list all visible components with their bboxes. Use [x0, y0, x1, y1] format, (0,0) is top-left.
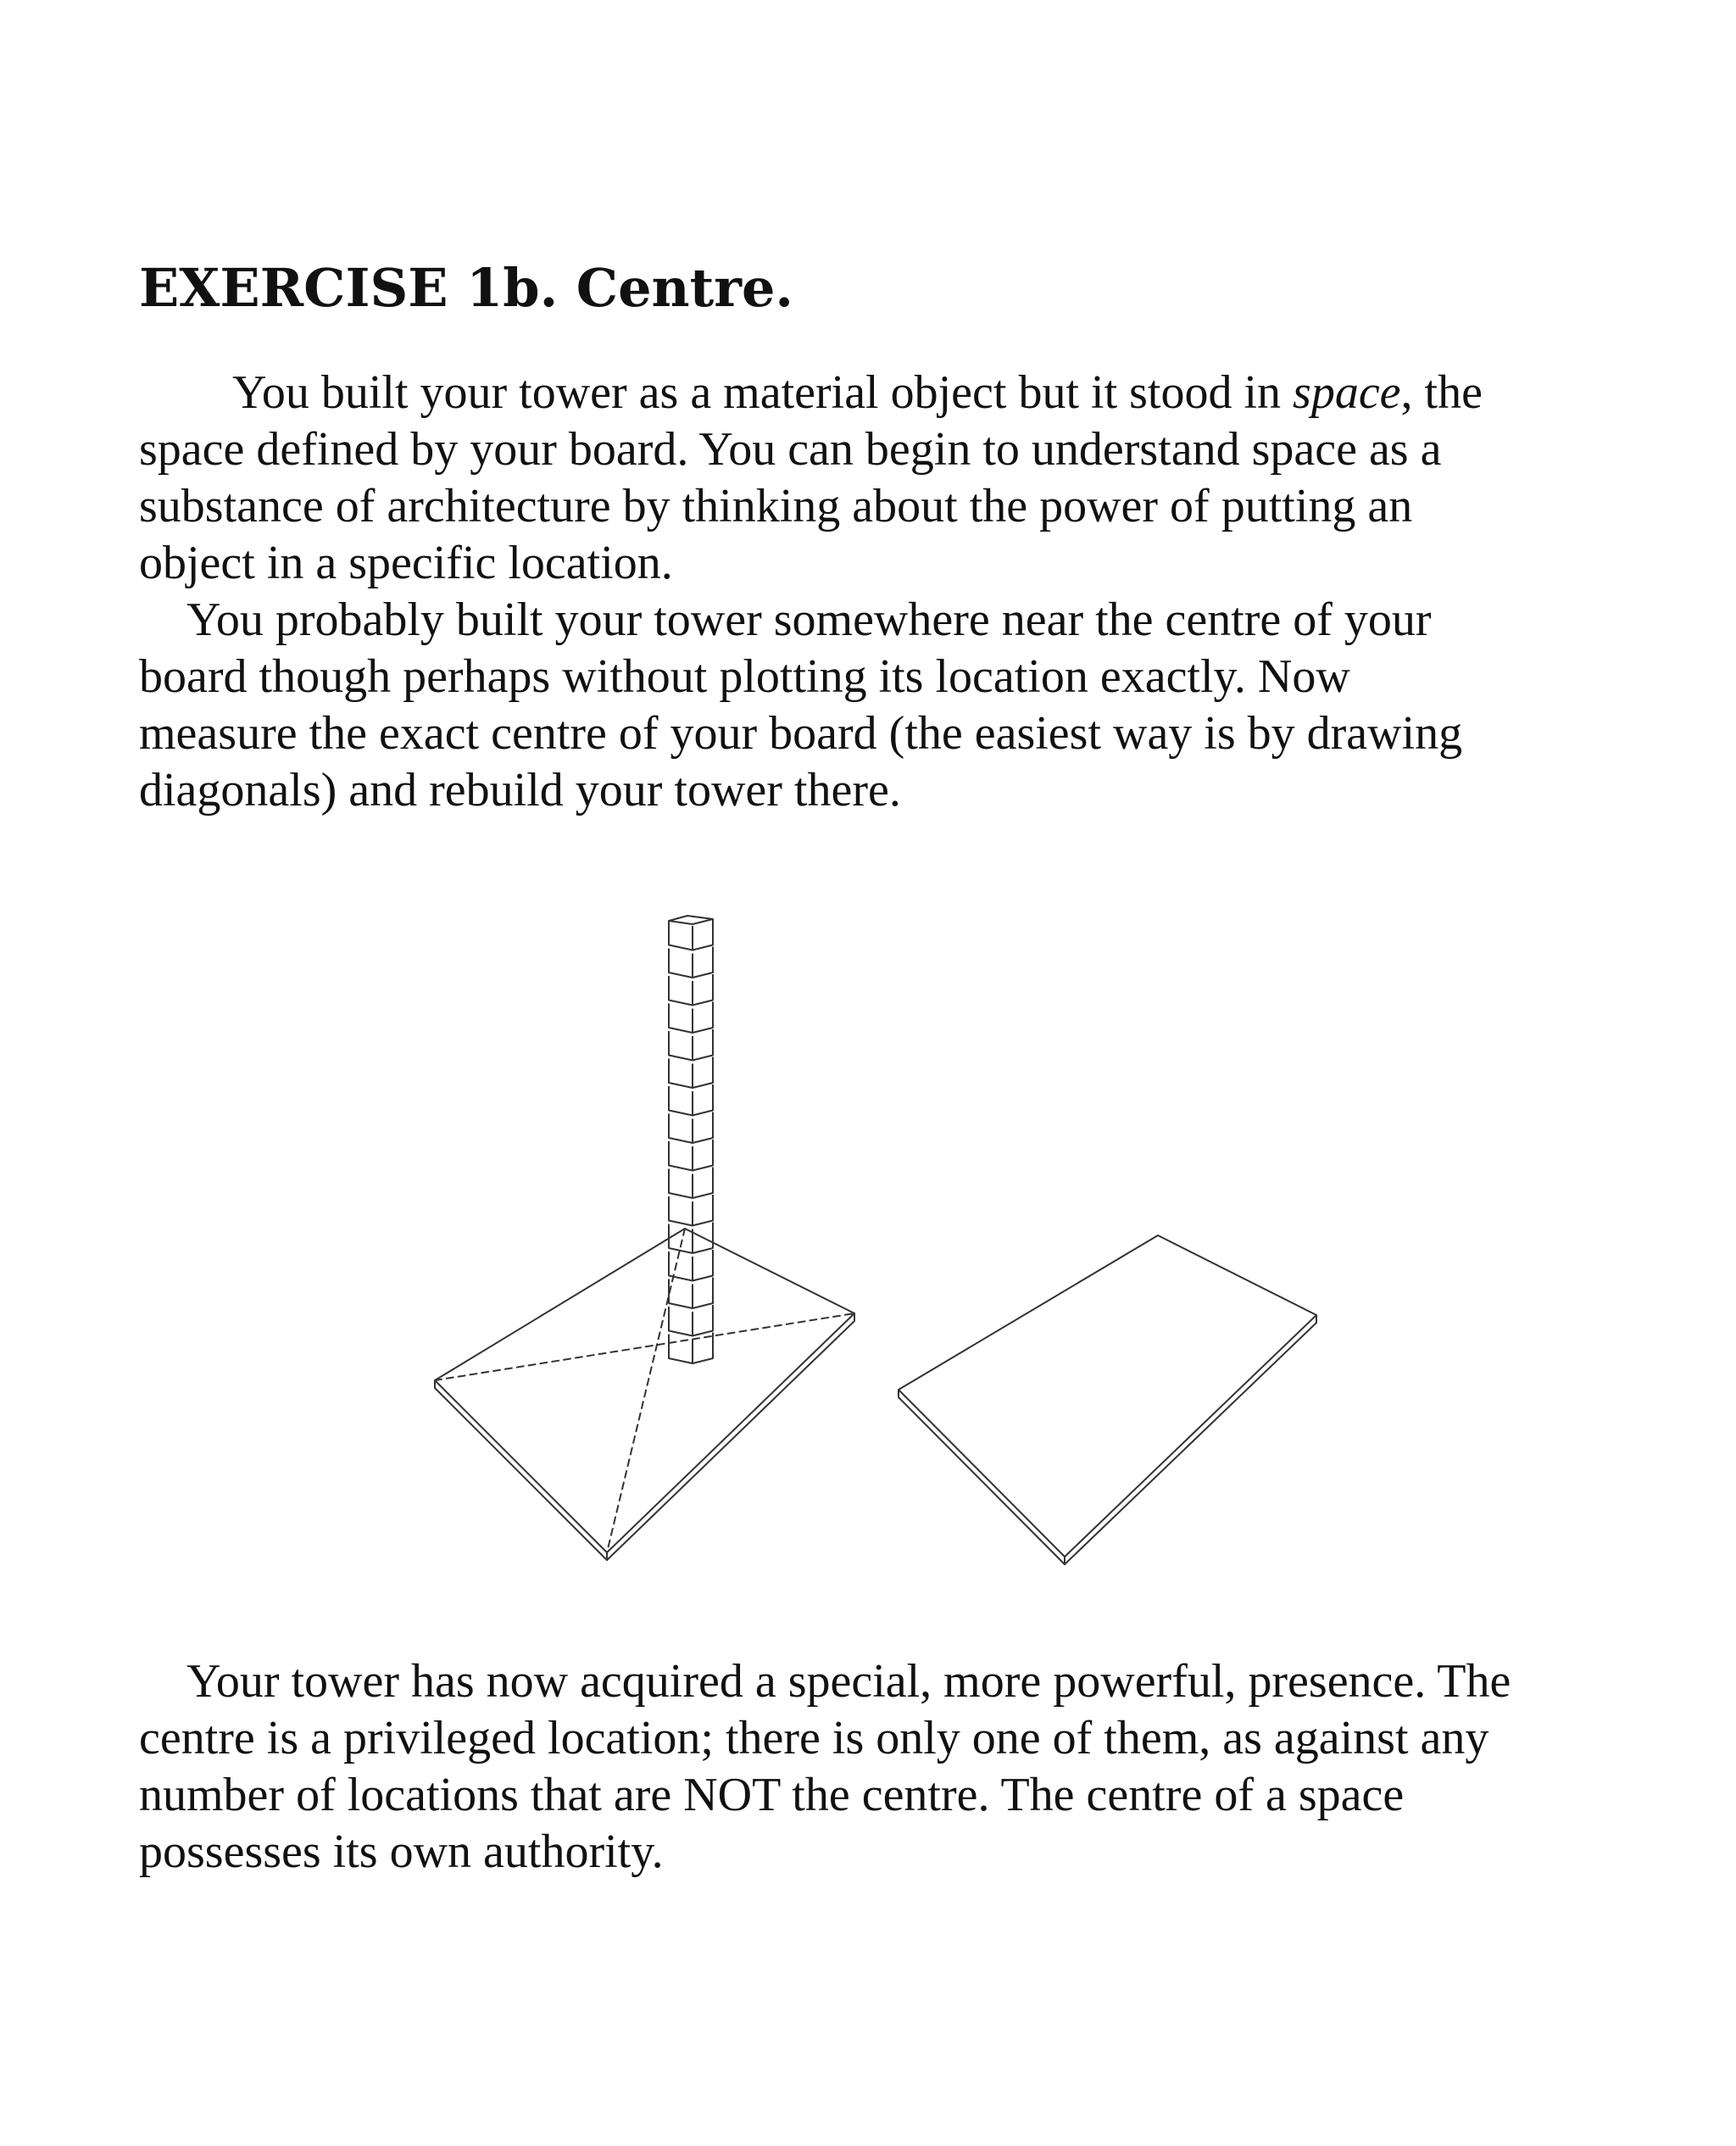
tower-block	[669, 1223, 713, 1254]
tower-block-outline	[669, 1278, 713, 1309]
tower-block-outline	[669, 1057, 713, 1089]
tower-block	[669, 1112, 713, 1144]
tower-block	[669, 1168, 713, 1199]
conclusion-line-2: centre is a privileged location; there is only one of them, as against any	[139, 1712, 1489, 1764]
intro-line-7: measure the exact centre of your board (the easiest way is by drawing	[139, 707, 1463, 760]
tower-block	[669, 947, 713, 978]
tower-block-outline	[669, 1029, 713, 1061]
intro-line-4: object in a specific location.	[139, 537, 673, 589]
conclusion-line-1: Your tower has now acquired a special, more powerful, presence. The	[186, 1655, 1511, 1708]
tower-block-outline	[669, 1195, 713, 1226]
intro-line-8: diagonals) and rebuild your tower there.	[139, 764, 901, 817]
tower-block-outline	[669, 1002, 713, 1034]
tower-block	[669, 1057, 713, 1089]
tower-block-outline	[669, 1305, 713, 1336]
board-and-tower-illustration	[407, 899, 1356, 1594]
intro-line-1-start: You built your tower as a material object but it stood in	[232, 366, 1294, 419]
right-board-top	[899, 1235, 1316, 1557]
intro-paragraph	[139, 365, 1614, 819]
tower-block-outline	[669, 1223, 713, 1254]
tower-block	[669, 1029, 713, 1061]
tower-block-outline	[669, 947, 713, 978]
tower-top-cap	[669, 916, 713, 924]
tower-block-outline	[669, 1140, 713, 1171]
tower-block	[669, 974, 713, 1006]
tower-block-outline	[669, 1112, 713, 1144]
tower-block-outline	[669, 1168, 713, 1199]
tower-block	[669, 1278, 713, 1309]
conclusion-line-4: possesses its own authority.	[139, 1825, 664, 1878]
conclusion-paragraph	[139, 1653, 1614, 1881]
intro-line-1	[139, 365, 1614, 421]
tower-block	[669, 1002, 713, 1034]
diagonal-line-a	[435, 1313, 854, 1380]
intro-line-3: substance of architecture by thinking about the power of putting an	[139, 480, 1413, 532]
tower-block-outline	[669, 974, 713, 1006]
intro-line-6: board though perhaps without plotting its location exactly. Now	[139, 650, 1350, 703]
block-tower	[669, 916, 713, 1363]
left-board-top	[435, 1229, 854, 1552]
board-with-tower	[669, 916, 1316, 1564]
exercise-heading: EXERCISE 1b. Centre.	[139, 257, 793, 319]
tower-block-outline	[669, 1084, 713, 1116]
conclusion-line-3: number of locations that are NOT the centre. The centre of a space	[139, 1769, 1405, 1821]
intro-line-1-end: , the	[1400, 366, 1483, 419]
tower-block	[669, 1140, 713, 1171]
board-with-diagonals	[435, 1229, 854, 1560]
tower-block	[669, 1195, 713, 1226]
intro-line-5: You probably built your tower somewhere near the centre of your	[186, 594, 1432, 646]
tower-block	[669, 1305, 713, 1336]
intro-line-2: space defined by your board. You can begin to understand space as a	[139, 423, 1442, 476]
space-emphasis: space	[1293, 366, 1401, 419]
tower-block	[669, 1084, 713, 1116]
left-board-edge	[435, 1313, 854, 1560]
